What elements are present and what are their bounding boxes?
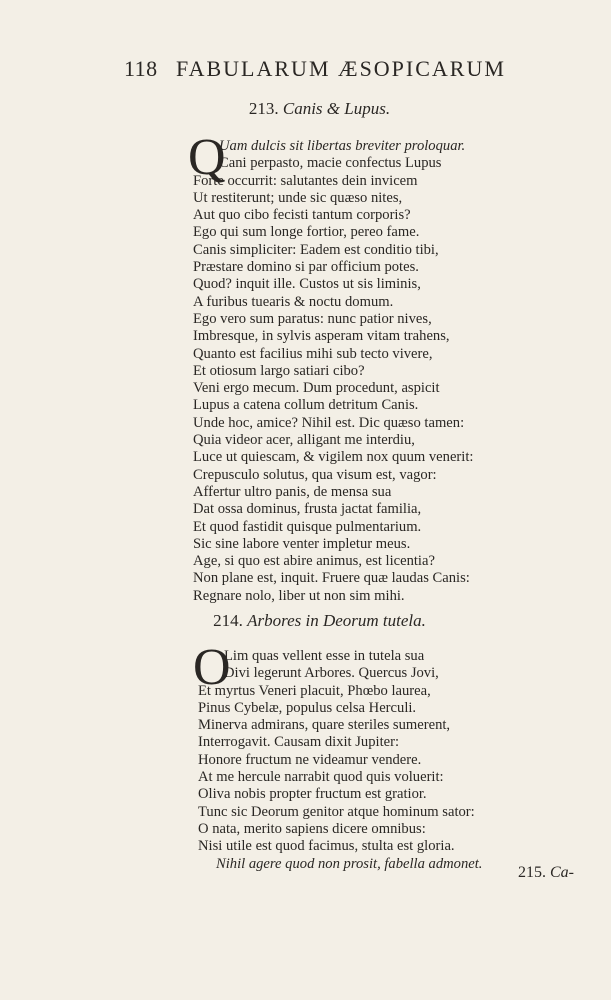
fable-213-heading — [0, 99, 611, 119]
fable-213-drop-cap: Q — [188, 129, 226, 186]
verse-line: Ego qui sum longe fortior, pereo fame. — [193, 224, 420, 241]
verse-line: Et myrtus Veneri placuit, Phœbo laurea, — [198, 682, 431, 699]
verse-line: Quod? inquit ille. Custos ut sis liminis, — [193, 276, 421, 293]
verse-line: Oliva nobis propter fructum est gratior. — [198, 786, 427, 803]
verse-line: O nata, merito sapiens dicere omnibus: — [198, 820, 426, 837]
verse-line: Ut restiterunt; unde sic quæso nites, — [193, 189, 403, 206]
verse-line: Præstare domino si par officium potes. — [193, 259, 419, 276]
catchword — [518, 864, 574, 882]
verse-line: Crepusculo solutus, qua visum est, vagor: — [193, 466, 437, 483]
verse-line: Dat ossa dominus, frusta jactat familia, — [193, 501, 422, 518]
catchword-number: 215. — [518, 864, 546, 881]
fable-213-verse — [193, 138, 473, 605]
fable-214-number: 214. — [213, 611, 243, 630]
verse-line: Lupus a catena collum detritum Canis. — [193, 397, 419, 414]
verse-line: Affertur ultro panis, de mensa sua — [193, 483, 392, 500]
fable-214-moral: Nihil agere quod non prosit, fabella admonet. — [216, 855, 483, 872]
verse-line: Regnare nolo, liber ut non sim mihi. — [193, 587, 405, 604]
verse-line: Ego vero sum paratus: nunc patior nives, — [193, 310, 432, 327]
fable-213-first-line: Uam dulcis sit libertas breviter proloquar. — [219, 138, 466, 154]
verse-line: Sic sine labore venter impletur meus. — [193, 535, 411, 552]
verse-line: Tunc sic Deorum genitor atque hominum sator: — [198, 803, 475, 820]
running-head — [124, 56, 544, 86]
verse-line: Canis simpliciter: Eadem est conditio tibi, — [193, 241, 439, 258]
verse-line: Luce ut quiescam, & vigilem nox quum venerit: — [193, 449, 474, 466]
verse-line: Honore fructum ne videamur vendere. — [198, 751, 422, 768]
fable-213-title: Canis & Lupus. — [282, 99, 391, 118]
fable-214-verse — [198, 648, 482, 873]
verse-line: Unde hoc, amice? Nihil est. Dic quæso tamen: — [193, 414, 465, 431]
verse-line: Veni ergo mecum. Dum procedunt, aspicit — [193, 380, 440, 397]
catchword-text: Ca- — [550, 864, 574, 881]
fable-213-number: 213. — [248, 99, 279, 118]
verse-line: Quanto est facilius mihi sub tecto vivere, — [193, 345, 433, 362]
verse-line: Non plane est, inquit. Fruere quæ laudas Canis: — [193, 570, 470, 587]
verse-line: Interrogavit. Causam dixit Jupiter: — [198, 734, 400, 751]
fable-214-title: Arbores in Deorum tutela. — [247, 611, 426, 630]
verse-line: At me hercule narrabit quod quis voluerit: — [198, 769, 444, 786]
verse-line: Aut quo cibo fecisti tantum corporis? — [193, 207, 411, 224]
verse-line: Imbresque, in sylvis asperam vitam trahens, — [193, 328, 450, 345]
fable-214-first-line: Lim quas vellent esse in tutela sua — [224, 648, 425, 664]
verse-line: A furibus tuearis & noctu domum. — [193, 293, 394, 310]
verse-line: Et quod fastidit quisque pulmentarium. — [193, 518, 422, 535]
running-title: FABULARUM ÆSOPICARUM — [176, 56, 506, 81]
verse-line: Forte occurrit: salutantes dein invicem — [193, 172, 418, 189]
verse-line: Nisi utile est quod facimus, stulta est gloria. — [198, 838, 455, 855]
verse-line: Cani perpasto, macie confectus Lupus — [219, 155, 442, 172]
verse-line: Pinus Cybelæ, populus celsa Herculi. — [198, 699, 417, 716]
verse-line: Age, si quo est abire animus, est licentia? — [193, 553, 435, 570]
page-number: 118 — [124, 56, 158, 81]
verse-line: Divi legerunt Arbores. Quercus Jovi, — [224, 665, 439, 682]
verse-line: Minerva admirans, quare steriles sumerent, — [198, 717, 451, 734]
verse-line: Quia videor acer, alligant me interdiu, — [193, 432, 415, 449]
fable-214-drop-cap: O — [193, 639, 231, 696]
fable-214-heading — [0, 611, 611, 631]
verse-line: Et otiosum largo satiari cibo? — [193, 362, 365, 379]
